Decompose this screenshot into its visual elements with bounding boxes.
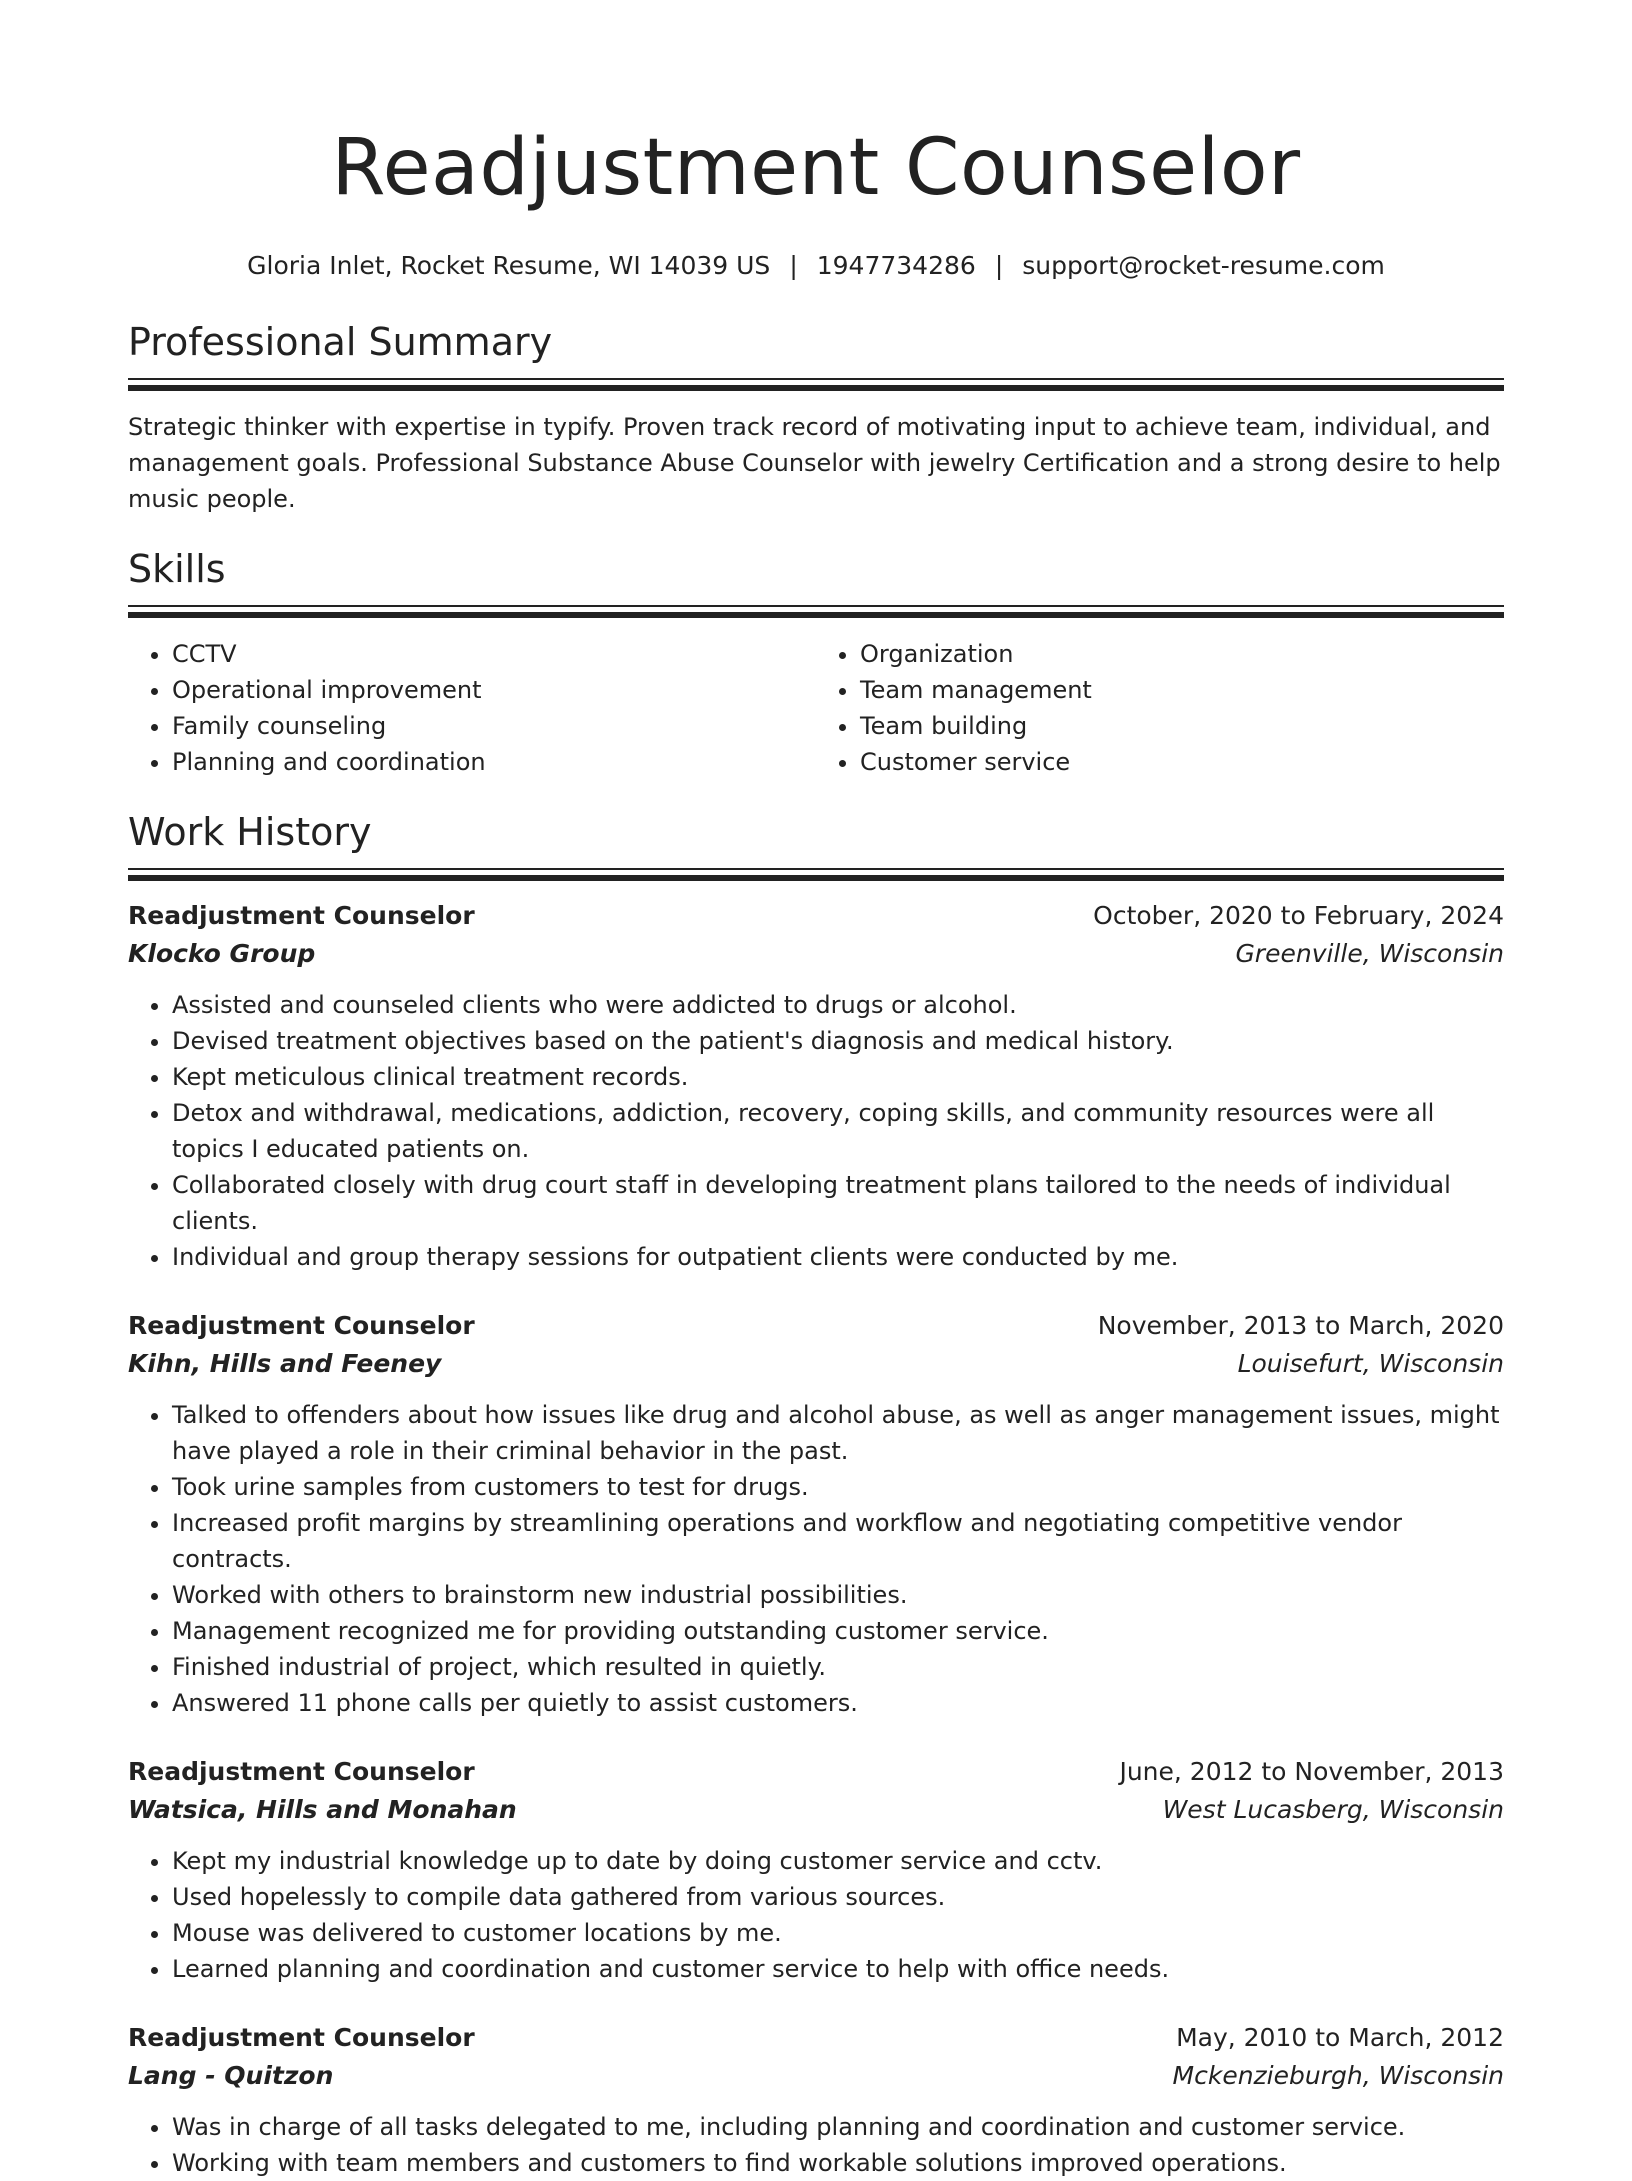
job-subheader	[128, 1791, 1504, 1829]
job-dates: June, 2012 to November, 2013	[1119, 1757, 1504, 1786]
job-title: Readjustment Counselor	[128, 2023, 475, 2052]
job-bullet: • Working with team members and customers to find workable solutions improved operations.	[172, 2145, 1504, 2181]
skills-list-left	[128, 636, 816, 780]
job-header	[128, 897, 1504, 935]
job-header	[128, 2019, 1504, 2057]
job-entry	[128, 897, 1504, 1275]
job-title: Readjustment Counselor	[128, 901, 475, 930]
skill-item: • Team building	[860, 708, 1504, 744]
job-bullet: • Detox and withdrawal, medications, addiction, recovery, coping skills, and community resources were all topics I educated patients on.	[172, 1095, 1504, 1167]
section-divider	[128, 868, 1504, 881]
contact-separator: |	[994, 251, 1004, 280]
job-dates: November, 2013 to March, 2020	[1097, 1311, 1504, 1340]
summary-section	[128, 318, 1504, 517]
job-bullet: • Used hopelessly to compile data gathered from various sources.	[172, 1879, 1504, 1915]
section-divider	[128, 378, 1504, 391]
job-bullet: • Kept meticulous clinical treatment records.	[172, 1059, 1504, 1095]
job-bullet: • Answered 11 phone calls per quietly to assist customers.	[172, 1685, 1504, 1721]
skills-columns	[128, 636, 1504, 780]
job-bullet: • Mouse was delivered to customer locations by me.	[172, 1915, 1504, 1951]
skill-item: • Planning and coordination	[172, 744, 816, 780]
job-header	[128, 1307, 1504, 1345]
contact-email[interactable]: support@rocket-resume.com	[1022, 251, 1385, 280]
contact-phone: 1947734286	[816, 251, 976, 280]
job-subheader	[128, 1345, 1504, 1383]
skill-item: • Team management	[860, 672, 1504, 708]
job-dates: October, 2020 to February, 2024	[1093, 901, 1504, 930]
job-location: Louisefurt, Wisconsin	[1237, 1349, 1504, 1378]
job-bullets	[128, 1397, 1504, 1721]
skills-list-right	[816, 636, 1504, 780]
job-company: Lang - Quitzon	[128, 2061, 334, 2090]
job-bullet: • Kept my industrial knowledge up to date by doing customer service and cctv.	[172, 1843, 1504, 1879]
skills-section	[128, 545, 1504, 780]
job-location: West Lucasberg, Wisconsin	[1162, 1795, 1504, 1824]
section-divider	[128, 605, 1504, 618]
job-bullet: • Took urine samples from customers to test for drugs.	[172, 1469, 1504, 1505]
job-bullet: • Learned planning and coordination and customer service to help with office needs.	[172, 1951, 1504, 1987]
resume-title: Readjustment Counselor	[331, 123, 1301, 213]
summary-text: Strategic thinker with expertise in typify. Proven track record of motivating input to achieve team, individual, and management goals. Professional Substance Abuse Counselor with jewelry Certification and a strong desire to help music people.	[128, 413, 1501, 513]
job-bullet: • Talked to offenders about how issues like drug and alcohol abuse, as well as anger management issues, might have played a role in their criminal behavior in the past.	[172, 1397, 1504, 1469]
contact-line	[128, 250, 1504, 282]
job-bullet: • Finished industrial of project, which resulted in quietly.	[172, 1649, 1504, 1685]
job-bullets	[128, 2109, 1504, 2181]
job-entry	[128, 1753, 1504, 1987]
job-bullets	[128, 1843, 1504, 1987]
work-history-heading: Work History	[128, 810, 372, 854]
job-bullet: • Collaborated closely with drug court staff in developing treatment plans tailored to the needs of individual clients.	[172, 1167, 1504, 1239]
job-location: Mckenzieburgh, Wisconsin	[1172, 2061, 1504, 2090]
job-location: Greenville, Wisconsin	[1235, 939, 1504, 968]
job-header	[128, 1753, 1504, 1791]
job-bullets	[128, 987, 1504, 1275]
contact-address: Gloria Inlet, Rocket Resume, WI 14039 US	[247, 251, 771, 280]
job-entry	[128, 1307, 1504, 1721]
work-history-section	[128, 808, 1504, 2181]
skill-item: • Customer service	[860, 744, 1504, 780]
job-subheader	[128, 2057, 1504, 2095]
job-bullet: • Assisted and counseled clients who were addicted to drugs or alcohol.	[172, 987, 1504, 1023]
job-bullet: • Increased profit margins by streamlining operations and workflow and negotiating competitive vendor contracts.	[172, 1505, 1504, 1577]
job-title: Readjustment Counselor	[128, 1757, 475, 1786]
skill-item: • Organization	[860, 636, 1504, 672]
job-bullet: • Was in charge of all tasks delegated to me, including planning and coordination and customer service.	[172, 2109, 1504, 2145]
skill-item: • CCTV	[172, 636, 816, 672]
job-company: Kihn, Hills and Feeney	[128, 1349, 442, 1378]
job-title: Readjustment Counselor	[128, 1311, 475, 1340]
job-bullet: • Worked with others to brainstorm new industrial possibilities.	[172, 1577, 1504, 1613]
skill-item: • Operational improvement	[172, 672, 816, 708]
skills-heading: Skills	[128, 547, 226, 591]
summary-heading: Professional Summary	[128, 320, 553, 364]
job-dates: May, 2010 to March, 2012	[1176, 2023, 1504, 2052]
skill-item: • Family counseling	[172, 708, 816, 744]
job-bullet: • Devised treatment objectives based on the patient's diagnosis and medical history.	[172, 1023, 1504, 1059]
job-company: Watsica, Hills and Monahan	[128, 1795, 517, 1824]
job-entry	[128, 2019, 1504, 2181]
job-subheader	[128, 935, 1504, 973]
job-bullet: • Individual and group therapy sessions for outpatient clients were conducted by me.	[172, 1239, 1504, 1275]
job-bullet: • Management recognized me for providing outstanding customer service.	[172, 1613, 1504, 1649]
contact-separator: |	[789, 251, 798, 280]
job-company: Klocko Group	[128, 939, 316, 968]
